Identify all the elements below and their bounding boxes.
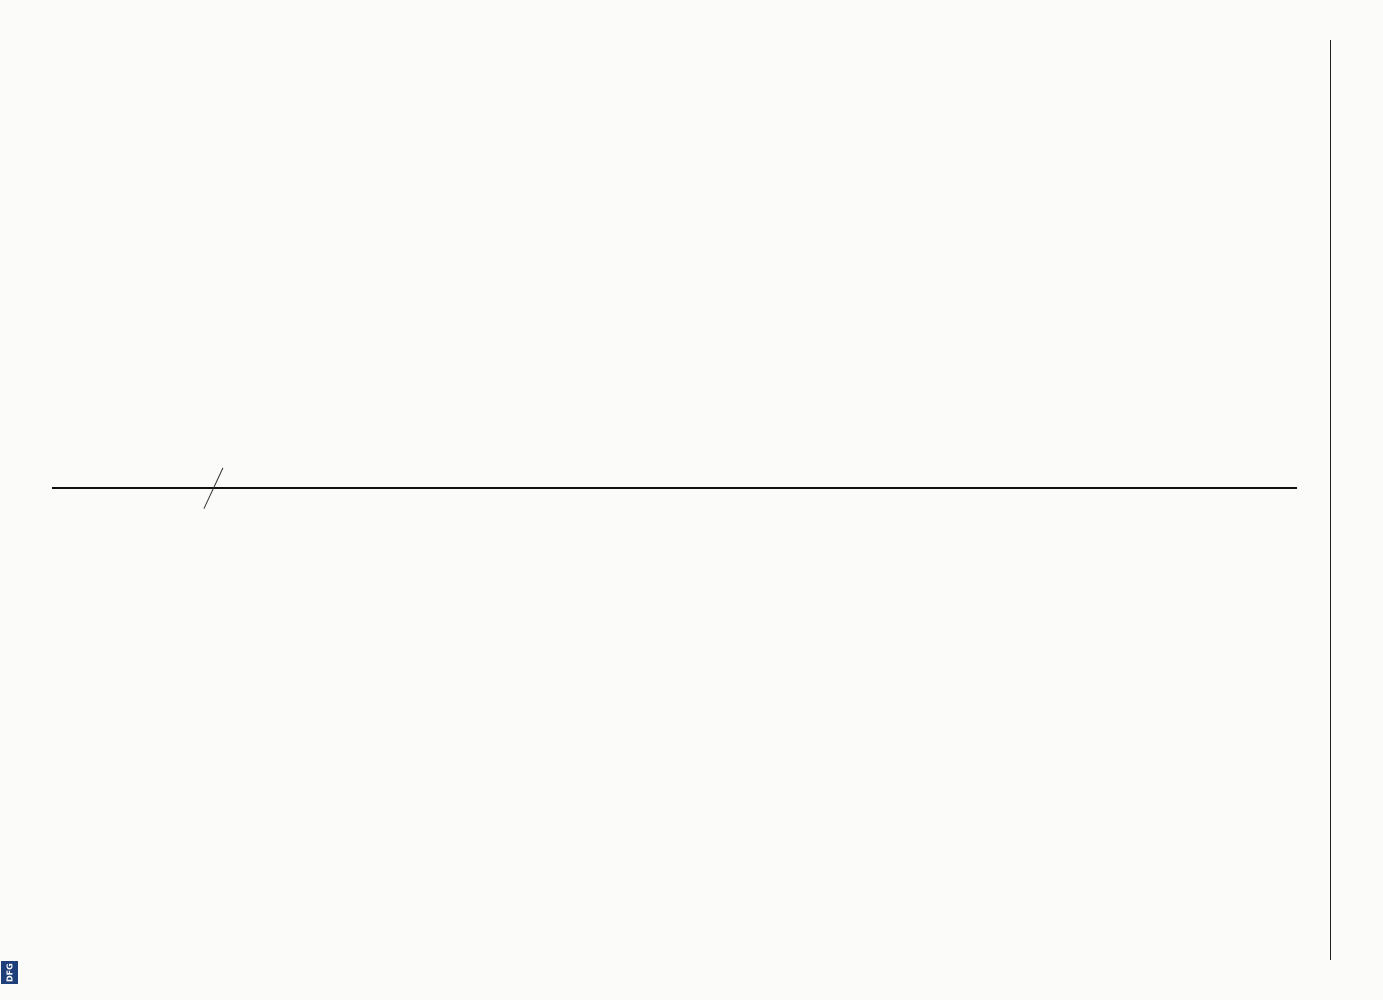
rotated-page xyxy=(24,0,1383,1000)
column-lower-half xyxy=(52,38,637,962)
dfg-logo: DFG xyxy=(2,961,19,984)
running-head xyxy=(1312,38,1332,958)
digitization-credit xyxy=(2,300,18,990)
column-upper-half xyxy=(704,38,1289,962)
column-text xyxy=(704,38,1289,962)
header-rule xyxy=(1330,40,1331,960)
column-text xyxy=(52,38,637,962)
